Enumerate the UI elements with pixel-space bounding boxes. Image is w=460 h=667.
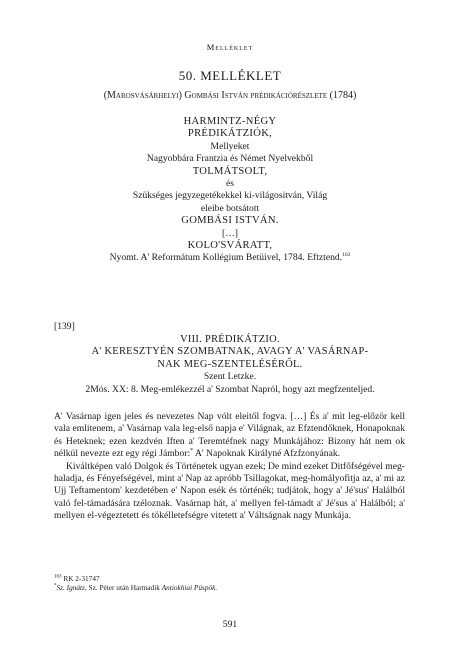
sermon-heading: VIII. PRÉDIKÁTZIO.	[180, 334, 280, 345]
title-line-8: eleibe botsátott	[200, 202, 260, 214]
footnote-star-mark: *	[54, 583, 57, 589]
body-paragraph-1-end: A' Napoknak Királyné Afzfzonyának.	[193, 448, 341, 460]
footnotes	[54, 574, 405, 593]
footnote-star	[54, 583, 405, 592]
running-head: Melléklet	[206, 42, 254, 52]
footnote-star-plain: , Sz. Péter után Harmadik	[84, 583, 162, 593]
sermon-subheading-2: NAK MEG-SZENTELÉSÉRŐL.	[157, 358, 303, 370]
title-line-2: PRÉDIKÁTZIÓK,	[187, 128, 273, 140]
page-reference: [139]	[54, 321, 75, 332]
appendix-title: 50. MELLÉKLET	[178, 68, 282, 83]
title-page-transcription	[40, 116, 420, 265]
body-text	[54, 411, 405, 523]
title-line-10: […]	[222, 227, 238, 239]
sermon-subheading-1: A' KERESZTYÉN SZOMBATNAK, AVAGY A' VASÁRNAP-	[91, 346, 369, 358]
body-paragraph-1	[54, 411, 405, 461]
footnote-163-text: RK 2-31747	[63, 574, 100, 583]
title-line-9: GOMBÁSI ISTVÁN.	[181, 215, 279, 227]
body-paragraph-2: Kiváltképen való Dolgok és Történetek ugyan ezek; De mind ezeket Ditfőfségével meg-haladja, és Fényefségével, mint a' Nap az apróbb Tsillagokat, meg-homályofitja az, a' mi az Ujj Teftamentom' kezdetében e' Napon esék és történék; tudjátok, hogy a' Jé'sus' Halálból való fel-támadására tzéloznak. Vasárnap hát, a' mellyen fel-támadt a' Jé'sus a' Halálból; a' mellyen el-végeztetett és tökélletefségre vitetett a' Váltságnak nagy Munkája.	[54, 460, 405, 522]
title-line-11: KOLO'SVÁRATT,	[187, 240, 273, 252]
body-paragraph-1-text: A' Vasárnap igen jeles és nevezetes Nap vólt eleitől fogva. […] És a' mit leg-előzör kell vala emlitenem, a' Vasárnap vala leg-első napja e' Világnak, az Efztendőknek, Honapoknak és Heteknek; ezen kezdvén Iften a' Teremtéfnek nagy Munkájához: Bizony hát nem ok nélkül nevezte ezt egy régi Jámbor:	[54, 411, 405, 460]
footnote-163-number: 163	[54, 574, 62, 580]
title-line-1: HARMINTZ-NÉGY	[183, 116, 277, 127]
footnote-ref-star: *	[190, 448, 194, 455]
sermon-lesson-label: Szent Letzke.	[203, 371, 257, 383]
imprint-text: Nyomt. A' Reformátum Kollégium Betüivel, 1784. Eftztend.	[109, 252, 343, 264]
title-line-4: Nagyobbára Frantzia és Német Nyelvekből	[146, 153, 314, 165]
page-number: 591	[222, 619, 238, 630]
title-line-7: Szükséges jegyzegetékekkel ki-világositván, Világ	[132, 190, 328, 202]
title-line-6: és	[226, 178, 234, 190]
footnote-star-italic-1: Sz. Ignátz	[56, 583, 85, 593]
footnote-ref-163: 163	[342, 252, 351, 259]
footnote-star-italic-2: Antiokhiai Püspök.	[161, 583, 218, 593]
sermon-heading-block	[40, 334, 420, 396]
sermon-text-reference: 2Mós. XX: 8. Meg-emlékezzél a' Szombat Napról, hogy azt megfzenteljed.	[85, 383, 375, 395]
footnote-163	[54, 574, 405, 583]
appendix-subtitle: (Marosvásárhelyi) Gombási István prédikációrészlete (1784)	[103, 90, 357, 101]
title-line-3: Mellyeket	[210, 140, 250, 152]
title-line-5: TOLMÁTSOLT,	[192, 165, 268, 177]
imprint-line	[40, 252, 420, 264]
